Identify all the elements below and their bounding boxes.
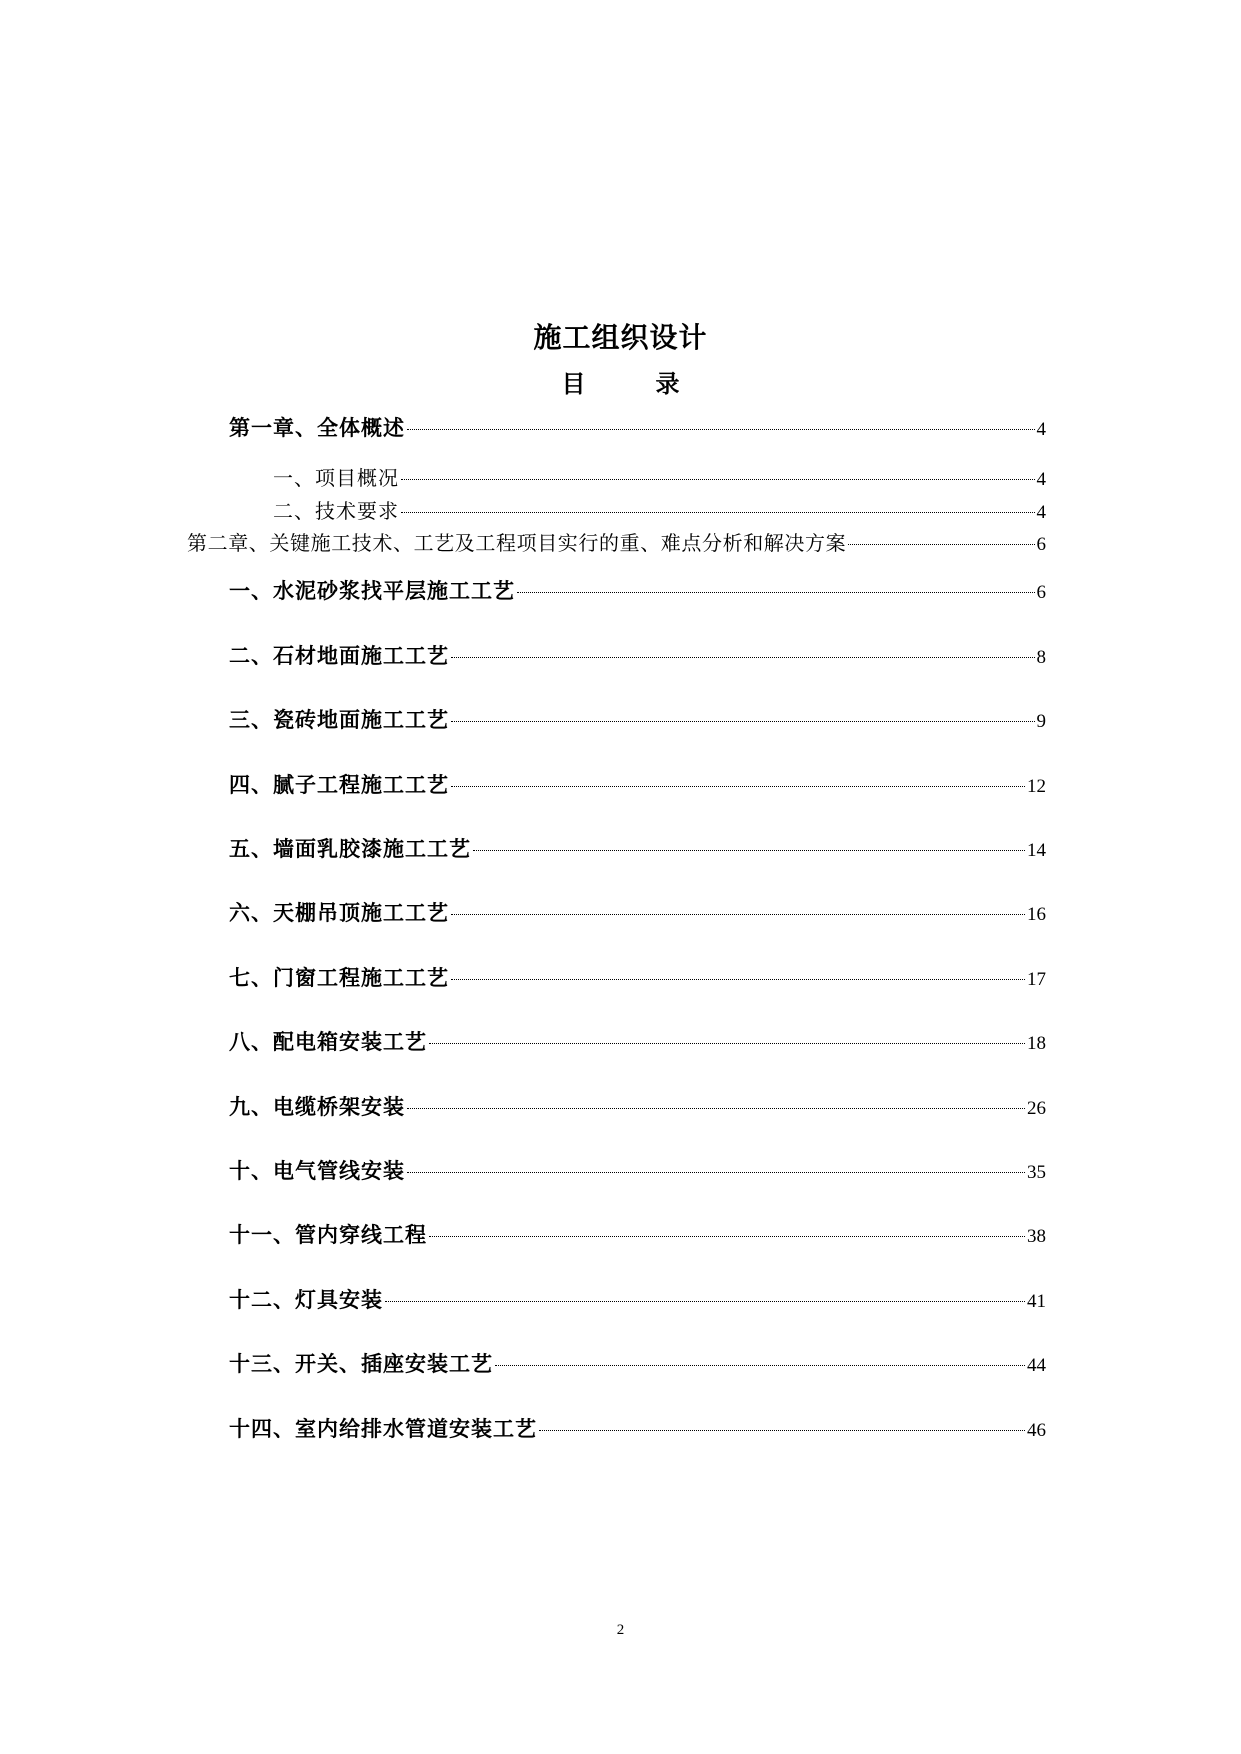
toc-entry-page: 9 bbox=[1036, 711, 1046, 732]
toc-entry-label: 七、门窗工程施工工艺 bbox=[229, 966, 449, 990]
toc-entry-label: 十三、开关、插座安装工艺 bbox=[229, 1352, 493, 1376]
toc-entry-label: 十、电气管线安装 bbox=[229, 1159, 405, 1183]
toc-entry-technical-requirements[interactable] bbox=[273, 496, 1046, 528]
toc-entry-label: 一、水泥砂浆找平层施工工艺 bbox=[229, 579, 515, 603]
toc-heading-char-1: 目 bbox=[561, 369, 586, 398]
toc-entry-page: 38 bbox=[1027, 1226, 1046, 1247]
toc-entry-page: 14 bbox=[1027, 840, 1046, 861]
toc-entry-project-overview[interactable] bbox=[273, 463, 1046, 495]
toc-entry-chapter-1[interactable] bbox=[229, 413, 1046, 445]
dot-leader bbox=[451, 721, 1035, 722]
toc-entry-label: 第一章、全体概述 bbox=[229, 416, 405, 440]
toc-entry-page: 4 bbox=[1036, 502, 1046, 523]
toc-entry-label: 十四、室内给排水管道安装工艺 bbox=[229, 1417, 537, 1441]
toc-entry-page: 6 bbox=[1036, 582, 1046, 603]
dot-leader bbox=[451, 979, 1025, 980]
toc-entry-page: 16 bbox=[1027, 904, 1046, 925]
toc-entry-section-3[interactable] bbox=[229, 705, 1046, 737]
toc-entry-page: 8 bbox=[1036, 647, 1046, 668]
dot-leader bbox=[407, 1108, 1025, 1109]
toc-entry-label: 一、项目概况 bbox=[273, 466, 399, 490]
dot-leader bbox=[539, 1430, 1025, 1431]
toc-entry-label: 二、石材地面施工工艺 bbox=[229, 644, 449, 668]
toc-entry-label: 九、电缆桥架安装 bbox=[229, 1095, 405, 1119]
toc-entry-section-6[interactable] bbox=[229, 898, 1046, 930]
toc-entry-label: 二、技术要求 bbox=[273, 499, 399, 523]
dot-leader bbox=[473, 850, 1025, 851]
toc-entry-label: 四、腻子工程施工工艺 bbox=[229, 773, 449, 797]
toc-entry-section-8[interactable] bbox=[229, 1027, 1046, 1059]
dot-leader bbox=[517, 592, 1035, 593]
toc-entry-label: 五、墙面乳胶漆施工工艺 bbox=[229, 837, 471, 861]
dot-leader bbox=[451, 657, 1035, 658]
toc-entry-page: 41 bbox=[1027, 1291, 1046, 1312]
toc-entry-section-11[interactable] bbox=[229, 1220, 1046, 1252]
toc-entry-section-14[interactable] bbox=[229, 1414, 1046, 1446]
toc-entry-label: 八、配电箱安装工艺 bbox=[229, 1030, 427, 1054]
page-number: 2 bbox=[616, 1622, 625, 1638]
toc-entry-section-1[interactable] bbox=[229, 576, 1046, 608]
toc-entry-page: 4 bbox=[1036, 419, 1046, 440]
toc-entry-section-5[interactable] bbox=[229, 834, 1046, 866]
toc-entry-page: 44 bbox=[1027, 1355, 1046, 1376]
toc-entry-section-9[interactable] bbox=[229, 1092, 1046, 1124]
toc-entry-label: 第二章、关键施工技术、工艺及工程项目实行的重、难点分析和解决方案 bbox=[187, 531, 847, 555]
toc-heading-char-2: 录 bbox=[655, 369, 680, 398]
dot-leader bbox=[451, 786, 1025, 787]
dot-leader bbox=[429, 1043, 1025, 1044]
toc-entry-page: 35 bbox=[1027, 1162, 1046, 1183]
dot-leader bbox=[385, 1301, 1025, 1302]
toc-entry-section-13[interactable] bbox=[229, 1349, 1046, 1381]
toc-entry-label: 十一、管内穿线工程 bbox=[229, 1223, 427, 1247]
toc-entry-page: 12 bbox=[1027, 776, 1046, 797]
toc-entry-page: 17 bbox=[1027, 969, 1046, 990]
toc-entry-page: 26 bbox=[1027, 1098, 1046, 1119]
toc-entry-page: 4 bbox=[1036, 469, 1046, 490]
dot-leader bbox=[401, 512, 1035, 513]
dot-leader bbox=[429, 1236, 1025, 1237]
toc-entry-section-2[interactable] bbox=[229, 641, 1046, 673]
dot-leader bbox=[451, 914, 1025, 915]
toc-entry-page: 46 bbox=[1027, 1420, 1046, 1441]
toc-entry-label: 六、天棚吊顶施工工艺 bbox=[229, 901, 449, 925]
toc-entry-chapter-2[interactable] bbox=[187, 528, 1046, 560]
dot-leader bbox=[407, 1172, 1025, 1173]
dot-leader bbox=[495, 1365, 1025, 1366]
dot-leader bbox=[401, 479, 1035, 480]
toc-entry-label: 十二、灯具安装 bbox=[229, 1288, 383, 1312]
toc-entry-section-12[interactable] bbox=[229, 1285, 1046, 1317]
toc-entry-section-7[interactable] bbox=[229, 963, 1046, 995]
dot-leader bbox=[407, 429, 1035, 430]
toc-entry-page: 18 bbox=[1027, 1033, 1046, 1054]
toc-entry-page: 6 bbox=[1036, 534, 1046, 555]
document-title: 施工组织设计 bbox=[533, 321, 708, 354]
toc-entry-section-4[interactable] bbox=[229, 770, 1046, 802]
dot-leader bbox=[848, 544, 1034, 545]
toc-entry-label: 三、瓷砖地面施工工艺 bbox=[229, 708, 449, 732]
toc-entry-section-10[interactable] bbox=[229, 1156, 1046, 1188]
